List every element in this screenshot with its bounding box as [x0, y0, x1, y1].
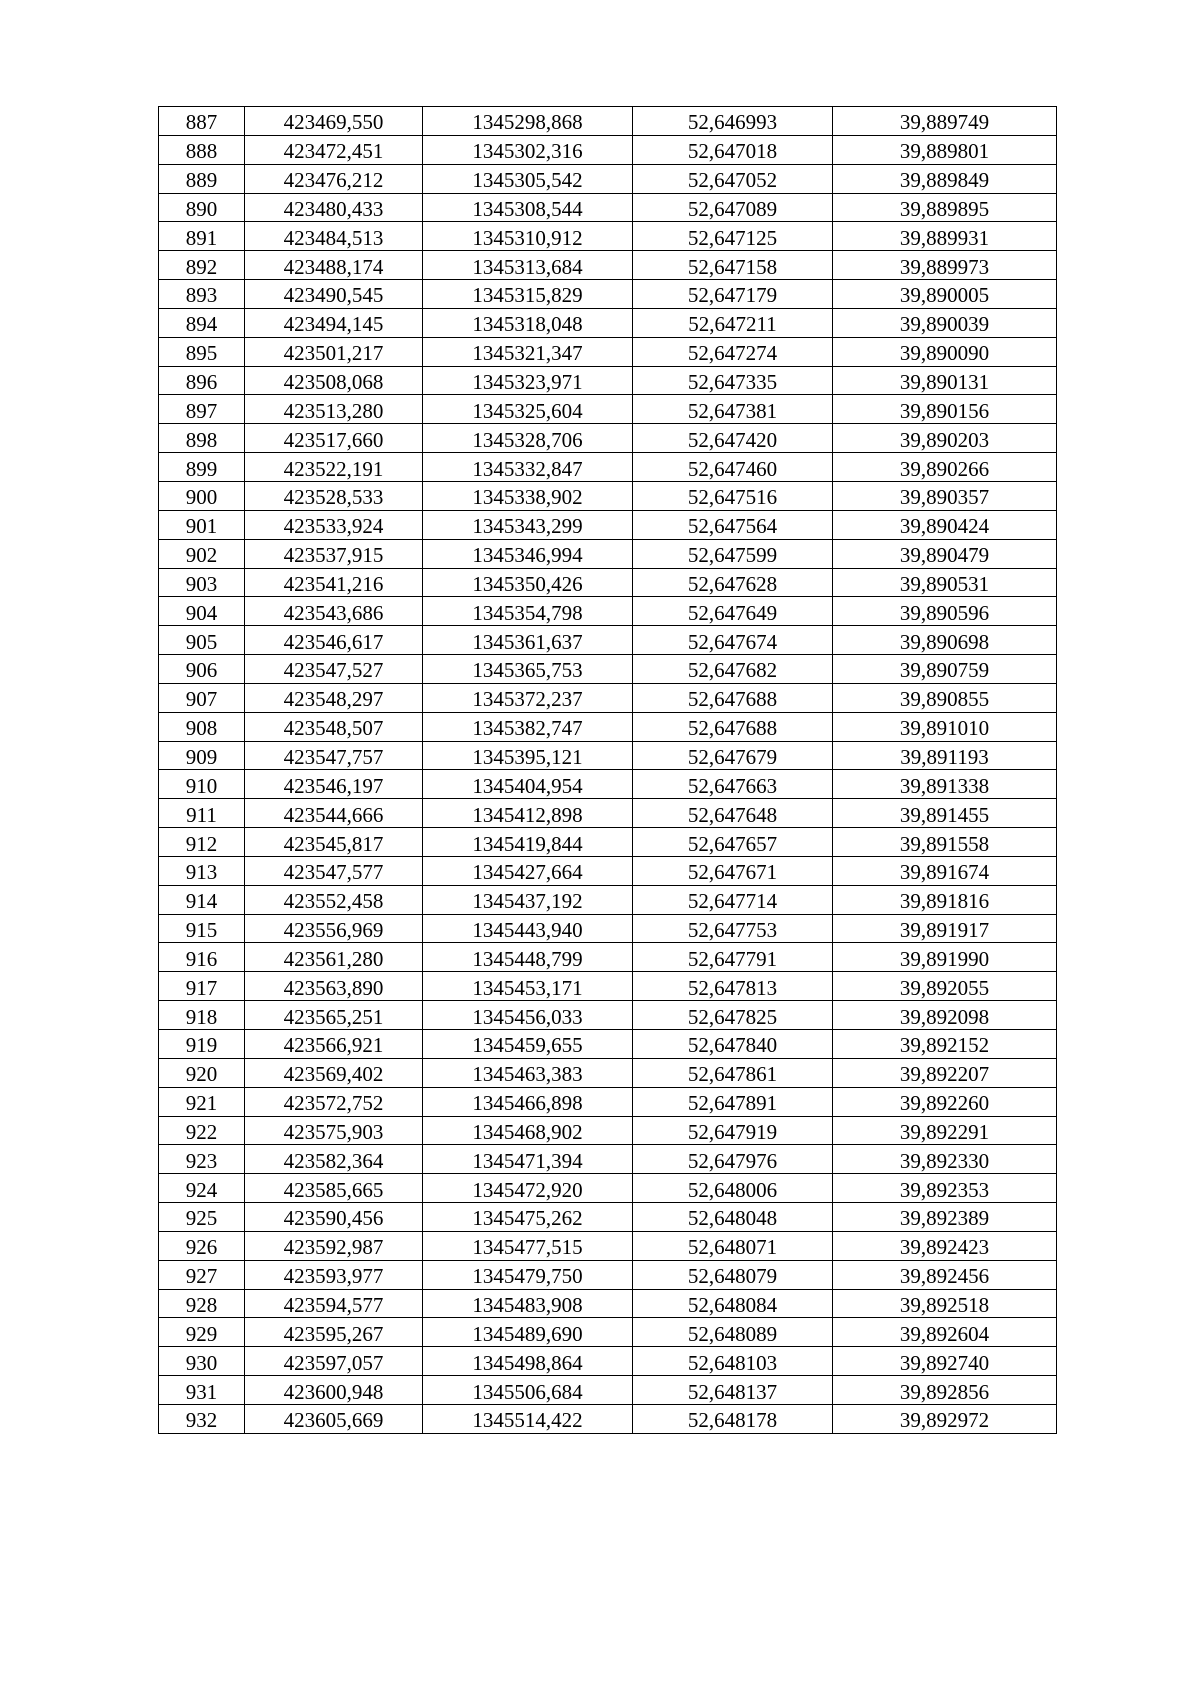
latitude-cell: 52,647564 — [633, 510, 833, 539]
table-row — [159, 1318, 1057, 1347]
coordinate-x-cell: 423561,280 — [245, 943, 423, 972]
longitude-cell: 39,890090 — [833, 337, 1057, 366]
coordinate-y-cell: 1345315,829 — [423, 280, 633, 309]
coordinate-x-cell: 423563,890 — [245, 972, 423, 1001]
point-number-cell: 890 — [159, 193, 245, 222]
coordinate-y-cell: 1345338,902 — [423, 481, 633, 510]
table-row — [159, 856, 1057, 885]
table-row — [159, 453, 1057, 482]
point-number-cell: 905 — [159, 626, 245, 655]
point-number-cell: 914 — [159, 885, 245, 914]
latitude-cell: 52,647179 — [633, 280, 833, 309]
coordinate-x-cell: 423528,533 — [245, 481, 423, 510]
coordinate-y-cell: 1345308,544 — [423, 193, 633, 222]
longitude-cell: 39,889895 — [833, 193, 1057, 222]
table-row — [159, 193, 1057, 222]
longitude-cell: 39,892456 — [833, 1260, 1057, 1289]
coordinate-x-cell: 423545,817 — [245, 828, 423, 857]
coordinate-y-cell: 1345419,844 — [423, 828, 633, 857]
coordinate-y-cell: 1345332,847 — [423, 453, 633, 482]
latitude-cell: 52,647679 — [633, 741, 833, 770]
coordinate-y-cell: 1345313,684 — [423, 251, 633, 280]
latitude-cell: 52,648071 — [633, 1231, 833, 1260]
table-row — [159, 655, 1057, 684]
longitude-cell: 39,891193 — [833, 741, 1057, 770]
coordinate-y-cell: 1345506,684 — [423, 1376, 633, 1405]
point-number-cell: 891 — [159, 222, 245, 251]
latitude-cell: 52,647599 — [633, 539, 833, 568]
table-row — [159, 539, 1057, 568]
point-number-cell: 920 — [159, 1058, 245, 1087]
coordinate-x-cell: 423537,915 — [245, 539, 423, 568]
point-number-cell: 918 — [159, 1001, 245, 1030]
coordinate-y-cell: 1345382,747 — [423, 712, 633, 741]
table-row — [159, 1087, 1057, 1116]
table-row — [159, 1058, 1057, 1087]
point-number-cell: 930 — [159, 1347, 245, 1376]
latitude-cell: 52,648089 — [633, 1318, 833, 1347]
coordinate-x-cell: 423595,267 — [245, 1318, 423, 1347]
longitude-cell: 39,892330 — [833, 1145, 1057, 1174]
coordinate-x-cell: 423480,433 — [245, 193, 423, 222]
coordinate-y-cell: 1345404,954 — [423, 770, 633, 799]
point-number-cell: 899 — [159, 453, 245, 482]
coordinate-y-cell: 1345514,422 — [423, 1404, 633, 1433]
latitude-cell: 52,647976 — [633, 1145, 833, 1174]
longitude-cell: 39,891010 — [833, 712, 1057, 741]
latitude-cell: 52,647671 — [633, 856, 833, 885]
longitude-cell: 39,891455 — [833, 799, 1057, 828]
latitude-cell: 52,647274 — [633, 337, 833, 366]
coordinate-y-cell: 1345498,864 — [423, 1347, 633, 1376]
coordinate-y-cell: 1345343,299 — [423, 510, 633, 539]
latitude-cell: 52,647861 — [633, 1058, 833, 1087]
coordinate-y-cell: 1345346,994 — [423, 539, 633, 568]
point-number-cell: 892 — [159, 251, 245, 280]
coordinate-y-cell: 1345468,902 — [423, 1116, 633, 1145]
longitude-cell: 39,890424 — [833, 510, 1057, 539]
coordinate-x-cell: 423522,191 — [245, 453, 423, 482]
coordinate-y-cell: 1345302,316 — [423, 135, 633, 164]
point-number-cell: 925 — [159, 1203, 245, 1232]
table-row — [159, 395, 1057, 424]
coordinate-x-cell: 423494,145 — [245, 308, 423, 337]
longitude-cell: 39,889931 — [833, 222, 1057, 251]
latitude-cell: 52,648048 — [633, 1203, 833, 1232]
point-number-cell: 904 — [159, 597, 245, 626]
latitude-cell: 52,647125 — [633, 222, 833, 251]
point-number-cell: 919 — [159, 1030, 245, 1059]
coordinate-x-cell: 423533,924 — [245, 510, 423, 539]
longitude-cell: 39,892389 — [833, 1203, 1057, 1232]
table-row — [159, 222, 1057, 251]
longitude-cell: 39,891816 — [833, 885, 1057, 914]
point-number-cell: 921 — [159, 1087, 245, 1116]
point-number-cell: 889 — [159, 164, 245, 193]
point-number-cell: 924 — [159, 1174, 245, 1203]
longitude-cell: 39,892856 — [833, 1376, 1057, 1405]
point-number-cell: 917 — [159, 972, 245, 1001]
coordinate-x-cell: 423508,068 — [245, 366, 423, 395]
coordinate-x-cell: 423593,977 — [245, 1260, 423, 1289]
coordinate-y-cell: 1345459,655 — [423, 1030, 633, 1059]
coordinate-y-cell: 1345325,604 — [423, 395, 633, 424]
table-row — [159, 626, 1057, 655]
longitude-cell: 39,892152 — [833, 1030, 1057, 1059]
point-number-cell: 896 — [159, 366, 245, 395]
point-number-cell: 902 — [159, 539, 245, 568]
coordinate-x-cell: 423469,550 — [245, 107, 423, 136]
coordinate-x-cell: 423565,251 — [245, 1001, 423, 1030]
coordinate-x-cell: 423592,987 — [245, 1231, 423, 1260]
latitude-cell: 52,647825 — [633, 1001, 833, 1030]
latitude-cell: 52,647657 — [633, 828, 833, 857]
table-row — [159, 712, 1057, 741]
point-number-cell: 926 — [159, 1231, 245, 1260]
latitude-cell: 52,647381 — [633, 395, 833, 424]
coordinate-y-cell: 1345328,706 — [423, 424, 633, 453]
point-number-cell: 910 — [159, 770, 245, 799]
table-row — [159, 1231, 1057, 1260]
coordinate-y-cell: 1345395,121 — [423, 741, 633, 770]
latitude-cell: 52,647663 — [633, 770, 833, 799]
coordinate-x-cell: 423547,577 — [245, 856, 423, 885]
coordinate-x-cell: 423597,057 — [245, 1347, 423, 1376]
longitude-cell: 39,890531 — [833, 568, 1057, 597]
point-number-cell: 931 — [159, 1376, 245, 1405]
longitude-cell: 39,890156 — [833, 395, 1057, 424]
coordinate-y-cell: 1345483,908 — [423, 1289, 633, 1318]
latitude-cell: 52,647420 — [633, 424, 833, 453]
coordinate-y-cell: 1345305,542 — [423, 164, 633, 193]
coordinate-y-cell: 1345298,868 — [423, 107, 633, 136]
table-row — [159, 1289, 1057, 1318]
table-row — [159, 510, 1057, 539]
latitude-cell: 52,647460 — [633, 453, 833, 482]
coordinate-y-cell: 1345372,237 — [423, 683, 633, 712]
latitude-cell: 52,647089 — [633, 193, 833, 222]
longitude-cell: 39,889849 — [833, 164, 1057, 193]
coordinate-x-cell: 423556,969 — [245, 914, 423, 943]
coordinate-y-cell: 1345477,515 — [423, 1231, 633, 1260]
point-number-cell: 888 — [159, 135, 245, 164]
latitude-cell: 52,647649 — [633, 597, 833, 626]
latitude-cell: 52,647919 — [633, 1116, 833, 1145]
table-row — [159, 1203, 1057, 1232]
point-number-cell: 929 — [159, 1318, 245, 1347]
coordinate-y-cell: 1345466,898 — [423, 1087, 633, 1116]
point-number-cell: 887 — [159, 107, 245, 136]
longitude-cell: 39,892353 — [833, 1174, 1057, 1203]
longitude-cell: 39,892423 — [833, 1231, 1057, 1260]
point-number-cell: 923 — [159, 1145, 245, 1174]
table-row — [159, 972, 1057, 1001]
latitude-cell: 52,648178 — [633, 1404, 833, 1433]
coordinate-x-cell: 423544,666 — [245, 799, 423, 828]
coordinate-x-cell: 423546,617 — [245, 626, 423, 655]
longitude-cell: 39,892207 — [833, 1058, 1057, 1087]
table-row — [159, 1145, 1057, 1174]
table-row — [159, 828, 1057, 857]
point-number-cell: 895 — [159, 337, 245, 366]
coordinate-y-cell: 1345479,750 — [423, 1260, 633, 1289]
table-row — [159, 308, 1057, 337]
coordinate-y-cell: 1345365,753 — [423, 655, 633, 684]
latitude-cell: 52,647674 — [633, 626, 833, 655]
longitude-cell: 39,891338 — [833, 770, 1057, 799]
coordinate-y-cell: 1345437,192 — [423, 885, 633, 914]
latitude-cell: 52,647682 — [633, 655, 833, 684]
longitude-cell: 39,890203 — [833, 424, 1057, 453]
coordinate-x-cell: 423548,507 — [245, 712, 423, 741]
point-number-cell: 928 — [159, 1289, 245, 1318]
latitude-cell: 52,647516 — [633, 481, 833, 510]
latitude-cell: 52,647211 — [633, 308, 833, 337]
latitude-cell: 52,647813 — [633, 972, 833, 1001]
latitude-cell: 52,647753 — [633, 914, 833, 943]
table-row — [159, 799, 1057, 828]
coordinate-y-cell: 1345463,383 — [423, 1058, 633, 1087]
coordinate-x-cell: 423566,921 — [245, 1030, 423, 1059]
coordinate-x-cell: 423490,545 — [245, 280, 423, 309]
point-number-cell: 894 — [159, 308, 245, 337]
latitude-cell: 52,646993 — [633, 107, 833, 136]
table-row — [159, 1030, 1057, 1059]
table-row — [159, 914, 1057, 943]
coordinate-x-cell: 423548,297 — [245, 683, 423, 712]
table-row — [159, 366, 1057, 395]
coordinate-x-cell: 423547,527 — [245, 655, 423, 684]
latitude-cell: 52,647791 — [633, 943, 833, 972]
point-number-cell: 906 — [159, 655, 245, 684]
table-row — [159, 481, 1057, 510]
coordinate-y-cell: 1345475,262 — [423, 1203, 633, 1232]
point-number-cell: 900 — [159, 481, 245, 510]
latitude-cell: 52,647688 — [633, 683, 833, 712]
coordinate-x-cell: 423547,757 — [245, 741, 423, 770]
point-number-cell: 927 — [159, 1260, 245, 1289]
point-number-cell: 911 — [159, 799, 245, 828]
coordinate-x-cell: 423541,216 — [245, 568, 423, 597]
longitude-cell: 39,891674 — [833, 856, 1057, 885]
point-number-cell: 916 — [159, 943, 245, 972]
table-row — [159, 135, 1057, 164]
coordinate-x-cell: 423543,686 — [245, 597, 423, 626]
longitude-cell: 39,889801 — [833, 135, 1057, 164]
longitude-cell: 39,892972 — [833, 1404, 1057, 1433]
point-number-cell: 922 — [159, 1116, 245, 1145]
coordinate-y-cell: 1345354,798 — [423, 597, 633, 626]
table-row — [159, 597, 1057, 626]
point-number-cell: 893 — [159, 280, 245, 309]
longitude-cell: 39,889973 — [833, 251, 1057, 280]
point-number-cell: 907 — [159, 683, 245, 712]
coordinate-x-cell: 423488,174 — [245, 251, 423, 280]
latitude-cell: 52,648079 — [633, 1260, 833, 1289]
point-number-cell: 915 — [159, 914, 245, 943]
coordinate-y-cell: 1345472,920 — [423, 1174, 633, 1203]
longitude-cell: 39,892260 — [833, 1087, 1057, 1116]
coordinate-x-cell: 423484,513 — [245, 222, 423, 251]
coordinate-x-cell: 423600,948 — [245, 1376, 423, 1405]
longitude-cell: 39,890266 — [833, 453, 1057, 482]
coordinate-x-cell: 423476,212 — [245, 164, 423, 193]
coordinate-y-cell: 1345456,033 — [423, 1001, 633, 1030]
latitude-cell: 52,647891 — [633, 1087, 833, 1116]
table-row — [159, 251, 1057, 280]
table-row — [159, 1001, 1057, 1030]
coordinates-table — [158, 106, 1057, 1434]
coordinate-x-cell: 423594,577 — [245, 1289, 423, 1318]
table-row — [159, 1376, 1057, 1405]
longitude-cell: 39,892291 — [833, 1116, 1057, 1145]
coordinates-table-body — [159, 107, 1057, 1434]
longitude-cell: 39,892518 — [833, 1289, 1057, 1318]
point-number-cell: 901 — [159, 510, 245, 539]
coordinate-x-cell: 423513,280 — [245, 395, 423, 424]
latitude-cell: 52,647335 — [633, 366, 833, 395]
coordinate-x-cell: 423582,364 — [245, 1145, 423, 1174]
latitude-cell: 52,648103 — [633, 1347, 833, 1376]
latitude-cell: 52,647840 — [633, 1030, 833, 1059]
coordinate-y-cell: 1345323,971 — [423, 366, 633, 395]
latitude-cell: 52,647688 — [633, 712, 833, 741]
longitude-cell: 39,891990 — [833, 943, 1057, 972]
table-row — [159, 1404, 1057, 1433]
longitude-cell: 39,891558 — [833, 828, 1057, 857]
longitude-cell: 39,890698 — [833, 626, 1057, 655]
longitude-cell: 39,889749 — [833, 107, 1057, 136]
longitude-cell: 39,890131 — [833, 366, 1057, 395]
longitude-cell: 39,892055 — [833, 972, 1057, 1001]
coordinate-x-cell: 423590,456 — [245, 1203, 423, 1232]
longitude-cell: 39,890357 — [833, 481, 1057, 510]
longitude-cell: 39,890596 — [833, 597, 1057, 626]
coordinate-y-cell: 1345318,048 — [423, 308, 633, 337]
longitude-cell: 39,890479 — [833, 539, 1057, 568]
table-row — [159, 770, 1057, 799]
table-row — [159, 107, 1057, 136]
table-row — [159, 424, 1057, 453]
longitude-cell: 39,890005 — [833, 280, 1057, 309]
coordinate-x-cell: 423517,660 — [245, 424, 423, 453]
coordinate-y-cell: 1345448,799 — [423, 943, 633, 972]
coordinate-x-cell: 423501,217 — [245, 337, 423, 366]
table-row — [159, 1116, 1057, 1145]
coordinate-x-cell: 423472,451 — [245, 135, 423, 164]
point-number-cell: 912 — [159, 828, 245, 857]
longitude-cell: 39,892740 — [833, 1347, 1057, 1376]
point-number-cell: 898 — [159, 424, 245, 453]
point-number-cell: 903 — [159, 568, 245, 597]
table-row — [159, 164, 1057, 193]
table-row — [159, 280, 1057, 309]
latitude-cell: 52,648006 — [633, 1174, 833, 1203]
coordinate-y-cell: 1345443,940 — [423, 914, 633, 943]
coordinate-x-cell: 423605,669 — [245, 1404, 423, 1433]
table-row — [159, 683, 1057, 712]
coordinate-x-cell: 423585,665 — [245, 1174, 423, 1203]
longitude-cell: 39,892098 — [833, 1001, 1057, 1030]
latitude-cell: 52,647052 — [633, 164, 833, 193]
coordinate-y-cell: 1345471,394 — [423, 1145, 633, 1174]
table-row — [159, 1260, 1057, 1289]
latitude-cell: 52,647628 — [633, 568, 833, 597]
point-number-cell: 932 — [159, 1404, 245, 1433]
point-number-cell: 908 — [159, 712, 245, 741]
table-row — [159, 1347, 1057, 1376]
coordinate-x-cell: 423569,402 — [245, 1058, 423, 1087]
latitude-cell: 52,648084 — [633, 1289, 833, 1318]
point-number-cell: 897 — [159, 395, 245, 424]
coordinate-y-cell: 1345412,898 — [423, 799, 633, 828]
coordinate-x-cell: 423546,197 — [245, 770, 423, 799]
latitude-cell: 52,647714 — [633, 885, 833, 914]
longitude-cell: 39,890855 — [833, 683, 1057, 712]
coordinate-y-cell: 1345310,912 — [423, 222, 633, 251]
table-row — [159, 337, 1057, 366]
table-row — [159, 568, 1057, 597]
point-number-cell: 909 — [159, 741, 245, 770]
coordinate-x-cell: 423575,903 — [245, 1116, 423, 1145]
point-number-cell: 913 — [159, 856, 245, 885]
coordinate-y-cell: 1345361,637 — [423, 626, 633, 655]
longitude-cell: 39,890039 — [833, 308, 1057, 337]
table-row — [159, 943, 1057, 972]
table-row — [159, 741, 1057, 770]
latitude-cell: 52,647018 — [633, 135, 833, 164]
coordinate-y-cell: 1345489,690 — [423, 1318, 633, 1347]
latitude-cell: 52,648137 — [633, 1376, 833, 1405]
longitude-cell: 39,890759 — [833, 655, 1057, 684]
table-row — [159, 885, 1057, 914]
longitude-cell: 39,891917 — [833, 914, 1057, 943]
latitude-cell: 52,647648 — [633, 799, 833, 828]
table-row — [159, 1174, 1057, 1203]
coordinate-y-cell: 1345321,347 — [423, 337, 633, 366]
coordinate-x-cell: 423552,458 — [245, 885, 423, 914]
longitude-cell: 39,892604 — [833, 1318, 1057, 1347]
coordinate-x-cell: 423572,752 — [245, 1087, 423, 1116]
coordinate-y-cell: 1345427,664 — [423, 856, 633, 885]
coordinate-y-cell: 1345453,171 — [423, 972, 633, 1001]
coordinate-y-cell: 1345350,426 — [423, 568, 633, 597]
latitude-cell: 52,647158 — [633, 251, 833, 280]
